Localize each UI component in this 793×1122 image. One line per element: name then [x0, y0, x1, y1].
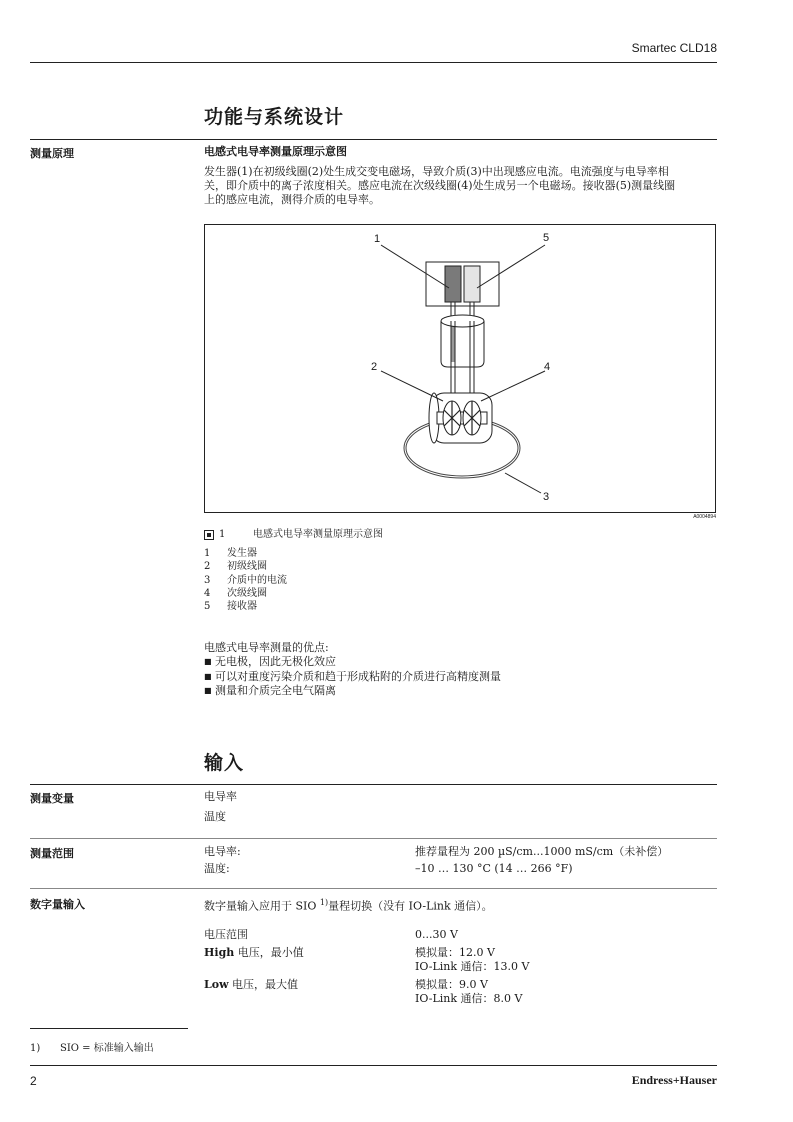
footnote-rule [30, 1028, 188, 1029]
legend-item: 1 发生器 [204, 548, 257, 559]
list-item: ■ 测量和介质完全电气隔离 [204, 684, 336, 697]
footnote-ref[interactable]: 1) [319, 898, 329, 907]
list-item: ■ 无电极，因此无极化效应 [204, 655, 336, 668]
range-key-conductivity: 电导率: [204, 845, 241, 858]
secondary-coil [463, 401, 481, 435]
voltage-range-value: 0...30 V [415, 928, 458, 941]
subsection-title: 电感式电导率测量原理示意图 [204, 145, 347, 158]
figure-caption-text: 电感式电导率测量原理示意图 [253, 529, 383, 540]
footnote-mark: 1) [30, 1043, 41, 1054]
row-rule [30, 838, 717, 839]
high-voltage-key: High 电压，最小值 [204, 946, 304, 959]
callout-2: 2 [371, 361, 378, 373]
callout-4: 4 [544, 361, 551, 373]
figure-number: 1 [219, 529, 226, 540]
list-item: ■ 可以对重度污染介质和趋于形成粘附的介质进行高精度测量 [204, 669, 501, 683]
range-value-temperature: –10 … 130 °C (14 … 266 °F) [415, 862, 573, 875]
footnote [30, 1042, 154, 1055]
legend-item: 2 初级线圈 [204, 561, 267, 573]
header-rule [30, 62, 717, 63]
figure-legend [204, 547, 287, 613]
range-key-temperature: 温度: [204, 862, 230, 875]
callout-1: 1 [374, 233, 381, 245]
paragraph-line: 关，即介质中的离子浓度相关。感应电流在次级线圈(4)处生成另一个电磁场。接收器(5)测量线圈 [204, 179, 676, 192]
receiver-block [464, 266, 480, 302]
advantages-list [204, 655, 501, 699]
paragraph-line: 发生器(1)在初级线圈(2)处生成交变电磁场，导致介质(3)中出现感应电流。电流强度与电导率相 [204, 165, 669, 178]
measured-variable-2: 温度 [204, 810, 226, 823]
section-title-input: 输入 [204, 752, 245, 774]
housing-box [426, 262, 499, 306]
side-label-measured-variable: 测量变量 [30, 792, 74, 805]
measured-variable-1: 电导率 [204, 790, 237, 803]
primary-coil [443, 401, 461, 435]
legend-item: 4 次级线圈 [204, 587, 267, 599]
legend-item: 3 介质中的电流 [204, 574, 287, 586]
footer-rule [30, 1065, 717, 1066]
figure-image-id: A0004894 [693, 514, 716, 520]
header-product: Smartec CLD18 [631, 41, 717, 55]
brand-name: Endress+Hauser [631, 1073, 717, 1087]
legend-item: 5 接收器 [204, 601, 257, 613]
figure-caption [204, 528, 383, 541]
advantages-intro: 电感式电导率测量的优点: [204, 641, 329, 654]
low-voltage-value: 模拟量：9.0 V IO-Link 通信：8.0 V [415, 978, 523, 1005]
digital-input-intro: 数字量输入应用于 SIO $^{1)}$量程切换（没有 IO-Link 通信）。 [204, 898, 493, 913]
section-title-function: 功能与系统设计 [204, 106, 345, 128]
row-rule [30, 888, 717, 889]
upper-sleeve [441, 321, 484, 367]
range-value-conductivity: 推荐量程为 200 µS/cm...1000 mS/cm（未补偿） [415, 845, 669, 858]
side-label-measuring-principle: 测量原理 [30, 147, 74, 160]
figure-icon [204, 530, 214, 540]
section-rule [30, 139, 717, 140]
voltage-range-key: 电压范围 [204, 928, 248, 941]
section-rule [30, 784, 717, 785]
side-label-digital-input: 数字量输入 [30, 898, 85, 911]
page-number: 2 [30, 1074, 37, 1088]
high-voltage-value: 模拟量：12.0 V IO-Link 通信：13.0 V [415, 946, 530, 973]
callout-5: 5 [543, 232, 550, 244]
paragraph-line: 上的感应电流，测得介质的电导率。 [204, 193, 380, 206]
callout-3: 3 [543, 491, 550, 503]
footnote-text: SIO = 标准输入输出 [60, 1043, 154, 1054]
principle-paragraph [204, 165, 719, 207]
generator-block [445, 266, 461, 302]
low-voltage-key: Low 电压，最大值 [204, 978, 299, 991]
side-label-measuring-range: 测量范围 [30, 847, 74, 860]
principle-diagram [204, 224, 716, 513]
